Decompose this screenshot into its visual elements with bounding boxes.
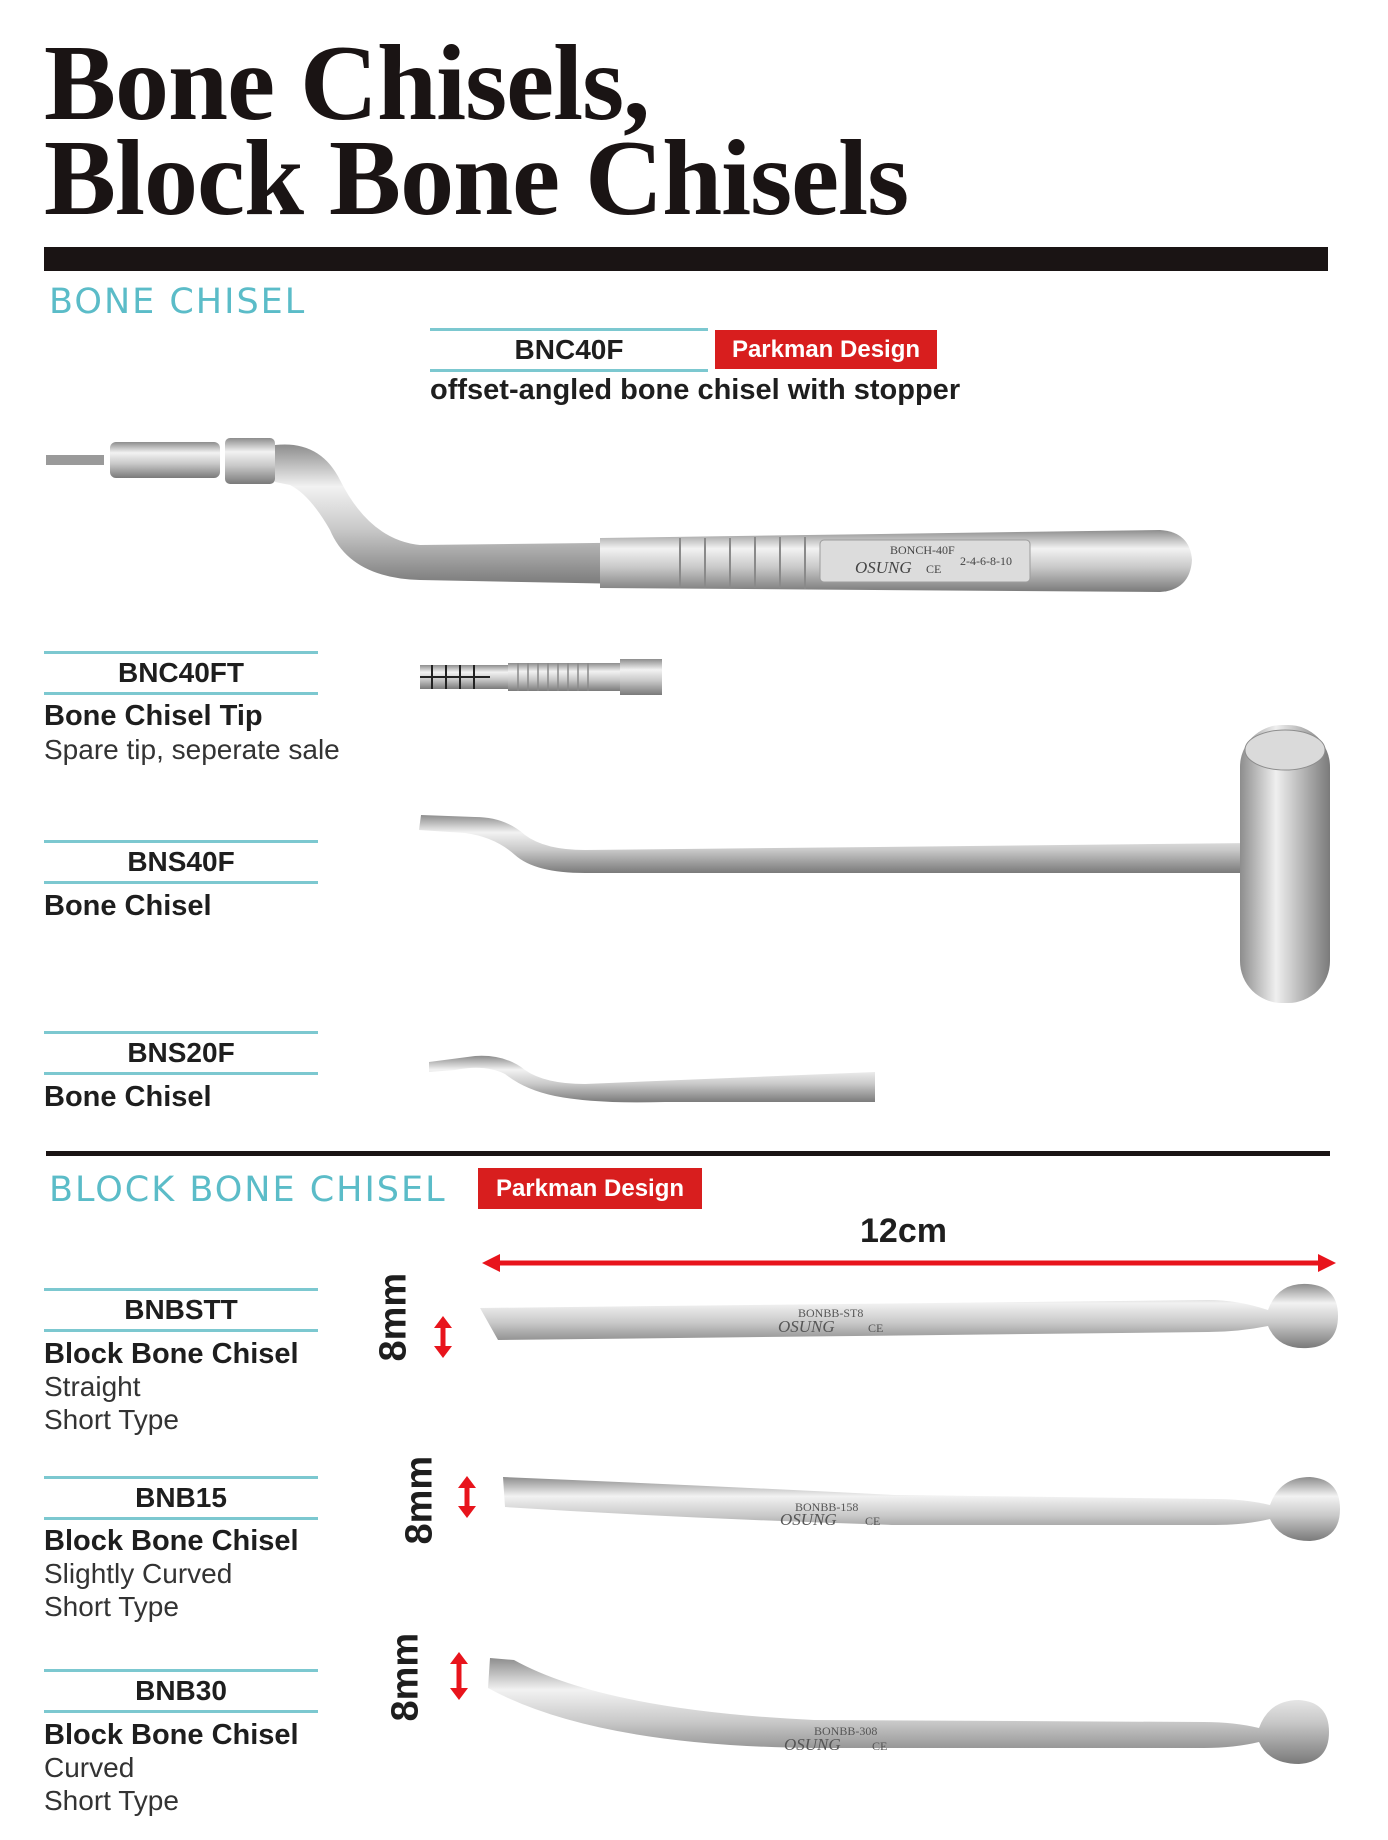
product-code: BNC40FT: [117, 657, 244, 688]
knurled-collar: [110, 442, 220, 478]
teal-rule: [44, 1517, 318, 1520]
product-code: BNBSTT: [124, 1294, 238, 1325]
product-code-block-bnbstt: [44, 1288, 318, 1332]
product-code: BNC40F: [514, 334, 624, 365]
product-code-block-bnb30: [44, 1669, 318, 1713]
engraving-brand: OSUNG: [784, 1735, 841, 1754]
product-code: BNS40F: [127, 846, 235, 877]
length-dimension-label: 12cm: [860, 1212, 947, 1250]
parkman-design-badge: Parkman Design: [715, 330, 937, 369]
product-code: BNB15: [135, 1482, 227, 1513]
engraving-ce-mark: CE: [868, 1321, 884, 1335]
product-code-block-bnc40ft: [44, 651, 318, 695]
bnb30-instrument-image: [484, 1650, 1344, 1770]
parkman-design-badge: Parkman Design: [478, 1168, 702, 1209]
bnc40f-instrument-image: [40, 420, 1200, 600]
stopper-nut: [225, 438, 275, 484]
width-dimension-arrow: [432, 1316, 454, 1358]
teal-rule: [44, 692, 318, 695]
product-type-bnb15: Slightly Curved: [44, 1558, 233, 1589]
product-name-bnbstt: Block Bone Chisel: [44, 1338, 299, 1370]
width-dimension-label: 8mm: [372, 1272, 415, 1362]
product-code-block-bnc40f: [430, 328, 708, 372]
product-name-bns40f: Bone Chisel: [44, 890, 212, 922]
teal-rule: [430, 369, 708, 372]
title-divider: [44, 247, 1328, 271]
product-code-block-bnb15: [44, 1476, 318, 1520]
bns40f-instrument-image: [415, 715, 1365, 1005]
engraving-scale: 2-4-6-8-10: [960, 554, 1012, 568]
engraving-model: BONBB-158: [795, 1500, 859, 1514]
product-code: BNS20F: [127, 1037, 235, 1068]
section-heading-block-bone-chisel: BLOCK BONE CHISEL: [49, 1170, 447, 1210]
section-heading-bone-chisel: BONE CHISEL: [49, 282, 307, 322]
product-name-bns20f: Bone Chisel: [44, 1081, 212, 1113]
product-description-bnc40ft: Spare tip, seperate sale: [44, 734, 340, 765]
engraving-model: BONCH-40F: [890, 543, 955, 557]
product-length-bnb15: Short Type: [44, 1591, 179, 1622]
width-dimension-label: 8mm: [384, 1632, 427, 1722]
teal-rule: [44, 881, 318, 884]
engraving-brand: OSUNG: [780, 1510, 837, 1529]
length-dimension-arrow: [480, 1248, 1340, 1278]
bnbstt-instrument-image: [478, 1280, 1348, 1370]
product-type-bnb30: Curved: [44, 1752, 135, 1783]
section-divider: [46, 1151, 1330, 1156]
engraving-brand: OSUNG: [855, 558, 912, 577]
product-name-bnb30: Block Bone Chisel: [44, 1719, 299, 1751]
engraving-ce-mark: CE: [865, 1514, 881, 1528]
width-dimension-arrow: [446, 1652, 472, 1700]
bnb15-instrument-image: [495, 1455, 1355, 1555]
product-code-block-bns40f: [44, 840, 318, 884]
product-description-bnc40f: offset-angled bone chisel with stopper: [430, 374, 961, 406]
chisel-tip: [46, 455, 104, 465]
page-title-line-1: Bone Chisels,: [44, 24, 650, 143]
product-code-block-bns20f: [44, 1031, 318, 1075]
width-dimension-arrow: [454, 1476, 480, 1518]
engraving-ce-mark: CE: [872, 1739, 888, 1753]
product-length-bnbstt: Short Type: [44, 1404, 179, 1435]
product-name-bnc40ft: Bone Chisel Tip: [44, 700, 263, 732]
engraving-ce-mark: CE: [926, 562, 942, 576]
bnc40ft-tip-image: [420, 655, 670, 700]
page-title-line-2: Block Bone Chisels: [44, 119, 909, 238]
product-name-bnb15: Block Bone Chisel: [44, 1525, 299, 1557]
engraving-model: BONBB-ST8: [798, 1306, 864, 1320]
product-length-bnb30: Short Type: [44, 1785, 179, 1816]
product-type-bnbstt: Straight: [44, 1371, 141, 1402]
engraving-brand: OSUNG: [778, 1317, 835, 1336]
teal-rule: [44, 1710, 318, 1713]
product-code: BNB30: [135, 1675, 227, 1706]
width-dimension-label: 8mm: [398, 1455, 441, 1545]
engraving-model: BONBB-308: [814, 1724, 878, 1738]
bns20f-instrument-image: [425, 1040, 885, 1110]
teal-rule: [44, 1329, 318, 1332]
teal-rule: [44, 1072, 318, 1075]
